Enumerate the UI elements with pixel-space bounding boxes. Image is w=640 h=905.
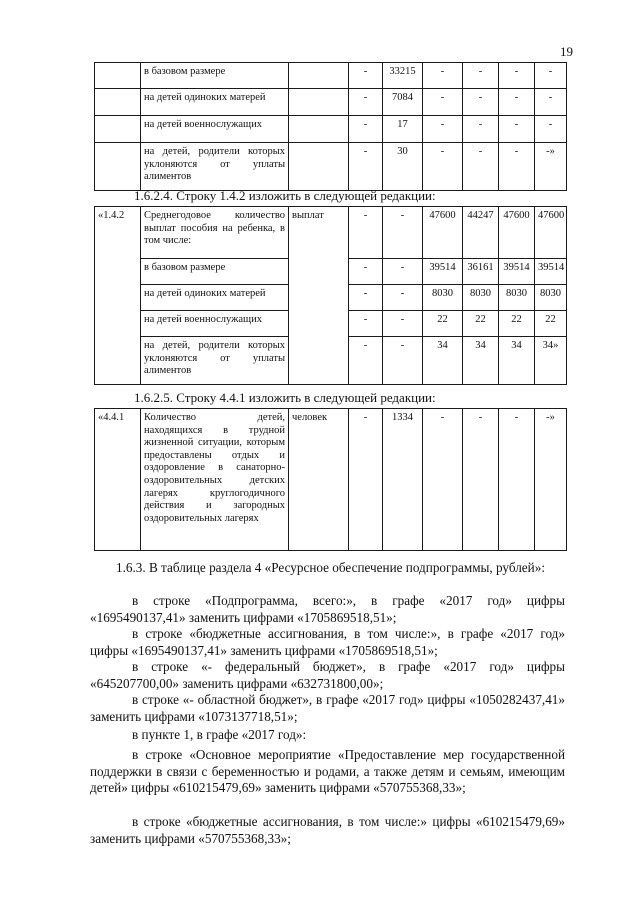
table-row: на детей одиноких матерей - 7084 - - - -	[95, 89, 567, 116]
unit-label: человек	[289, 409, 349, 551]
paragraph-item-1: в пункте 1, в графе «2017 год»:	[132, 727, 307, 742]
row-label: Среднегодовое количество выплат пособия на ребенка, в том числе:	[141, 207, 289, 259]
row-label: на детей военнослужащих	[141, 116, 289, 143]
continuation-table	[94, 62, 567, 191]
row-1-4-2-table	[94, 206, 567, 385]
table-row: «1.4.2 Среднегодовое количество выплат пособия на ребенка, в том числе: выплат - - 47600 44247 47600 47600	[95, 207, 567, 259]
paragraph-federal-budget: в строке «- федеральный бюджет», в графе «2017 год» цифры «645207700,00» заменить цифрами «632731800,00»;	[90, 659, 565, 691]
table-row: на детей, родители которых уклоняются от уплаты алиментов - 30 - - - -»	[95, 143, 567, 191]
table-row: на детей военнослужащих - 17 - - - -	[95, 116, 567, 143]
section-heading-1-6-2-4: 1.6.2.4. Строку 1.4.2 изложить в следующей редакции:	[134, 188, 436, 203]
table-row: «4.4.1 Количество детей, находящихся в трудной жизненной ситуации, которым предоставлены отдых и оздоровление в санаторно-оздоровительных детских лагерях круглогодичного действия и загородных оздоровительных лагерях человек - 1334 - - - -»	[95, 409, 567, 551]
paragraph-1-6-3: 1.6.3. В таблице раздела 4 «Ресурсное обеспечение подпрограммы, рублей»:	[116, 560, 545, 575]
row-label: Количество детей, находящихся в трудной жизненной ситуации, которым предоставлены отдых и оздоровление в санаторно-оздоровительных детских лагерях круглогодичного действия и загородных оздоровительных лагерях	[141, 409, 289, 551]
table-row: на детей одиноких матерей - - 8030 8030 8030 8030	[95, 285, 567, 311]
row-label: на детей, родители которых уклоняются от уплаты алиментов	[141, 337, 289, 385]
paragraph-regional-budget: в строке «- областной бюджет», в графе «2017 год» цифры «1050282437,41» заменить цифрами «1073137718,51»;	[90, 692, 565, 724]
row-label: на детей одиноких матерей	[141, 285, 289, 311]
row-code: «1.4.2	[95, 207, 141, 385]
paragraph-budget-allocations: в строке «бюджетные ассигнования, в том числе:», в графе «2017 год» цифры «1695490137,41» заменить цифрами «1705869518,51»;	[90, 626, 565, 658]
unit-label: выплат	[289, 207, 349, 385]
row-label: в базовом размере	[141, 63, 289, 89]
row-code: «4.4.1	[95, 409, 141, 551]
table-row: в базовом размере - 33215 - - - -	[95, 63, 567, 89]
paragraph-budget-allocations-2: в строке «бюджетные ассигнования, в том числе:» цифры «610215479,69» заменить цифрами «570755368,33»;	[90, 814, 565, 846]
row-label: в базовом размере	[141, 259, 289, 285]
table-row: на детей, родители которых уклоняются от уплаты алиментов - - 34 34 34 34»	[95, 337, 567, 385]
row-4-4-1-table	[94, 408, 567, 551]
paragraph-subprogram-total: в строке «Подпрограмма, всего:», в графе «2017 год» цифры «1695490137,41» заменить цифрами «1705869518,51»;	[90, 593, 565, 625]
row-label: на детей одиноких матерей	[141, 89, 289, 116]
paragraph-main-activity: в строке «Основное мероприятие «Предоставление мер государственной поддержки в связи с беременностью и родами, а также детям и семьям, имеющим детей» цифры «610215479,69» заменить цифрами «570755368,33»;	[90, 747, 565, 795]
row-label: на детей военнослужащих	[141, 311, 289, 337]
table-row: в базовом размере - - 39514 36161 39514 39514	[95, 259, 567, 285]
section-heading-1-6-2-5: 1.6.2.5. Строку 4.4.1 изложить в следующей редакции:	[134, 390, 436, 405]
page-number: 19	[560, 44, 573, 59]
row-label: на детей, родители которых уклоняются от уплаты алиментов	[141, 143, 289, 191]
table-row: на детей военнослужащих - - 22 22 22 22	[95, 311, 567, 337]
